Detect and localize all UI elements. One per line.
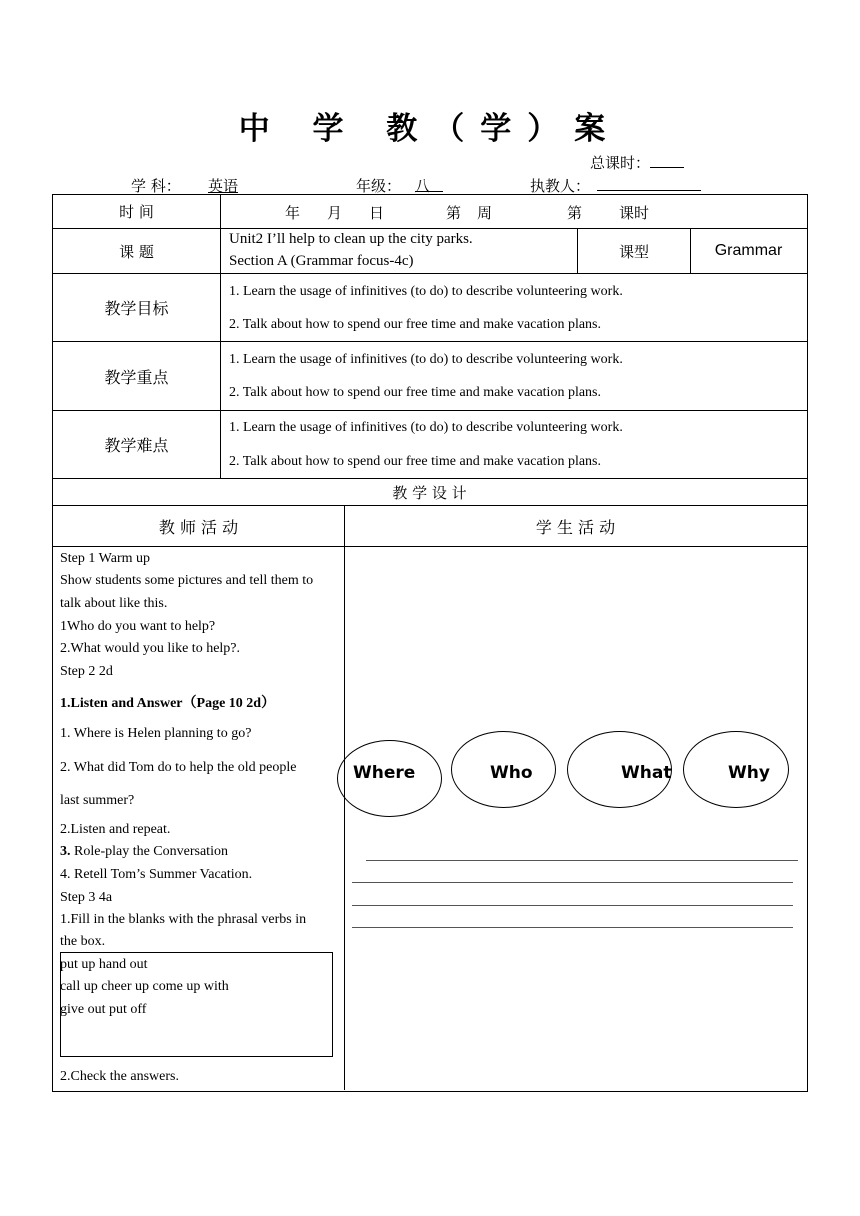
step-3-heading: Step 3 4a xyxy=(60,890,113,905)
oval-label-who: Who xyxy=(490,763,533,783)
time-period-prefix: 第 xyxy=(567,204,583,222)
key-points-label: 教学重点 xyxy=(104,367,169,387)
listen-question-2: 2. What did Tom do to help the old people xyxy=(60,760,297,775)
student-activity-header: 学 生 活 动 xyxy=(535,517,616,537)
listen-answer-heading: 1.Listen and Answer（Page 10 2d） xyxy=(60,696,276,711)
total-hours-label: 总课时： xyxy=(590,154,651,172)
subject-value: 英语 xyxy=(208,177,239,195)
oval-label-why: Why xyxy=(728,763,770,783)
step-1-heading: Step 1 Warm up xyxy=(60,551,150,566)
time-label: 时 间 xyxy=(119,203,154,221)
fill-blanks-instruction: 1.Fill in the blanks with the phrasal verbs in xyxy=(60,912,307,927)
warmup-question-1: 1Who do you want to help? xyxy=(60,619,216,634)
time-month: 月 xyxy=(327,204,343,222)
time-week-prefix: 第 xyxy=(446,204,462,222)
difficulties-item-2: 2. Talk about how to spend our free time and make vacation plans. xyxy=(229,454,601,469)
teacher-activity-header: 教 师 活 动 xyxy=(158,517,239,537)
design-header: 教 学 设 计 xyxy=(392,483,467,502)
role-play-number: 3. xyxy=(60,844,71,859)
time-period-suffix: 课时 xyxy=(619,204,650,222)
fill-blanks-instruction-cont: the box. xyxy=(60,934,106,949)
oval-label-what: What xyxy=(621,763,672,783)
teacher-blank xyxy=(597,190,701,191)
total-hours xyxy=(590,152,684,173)
grade-field xyxy=(415,175,443,195)
retell: 4. Retell Tom’s Summer Vacation. xyxy=(60,867,253,882)
warmup-question-2: 2.What would you like to help?. xyxy=(60,641,241,656)
topic-line-1: Unit2 I’ll help to clean up the city parks. xyxy=(229,231,473,247)
goals-label: 教学目标 xyxy=(104,299,169,318)
grade-label: 年级： xyxy=(356,177,402,195)
time-day: 日 xyxy=(369,204,385,222)
row-divider xyxy=(52,546,807,547)
page-title: 中 学 教（学）案 xyxy=(238,111,622,147)
check-answers: 2.Check the answers. xyxy=(60,1069,179,1084)
writing-line xyxy=(352,905,793,906)
lesson-type-label: 课型 xyxy=(618,242,649,261)
phrasal-verbs-line-2: call up cheer up come up with xyxy=(60,979,229,994)
time-year: 年 xyxy=(285,204,301,222)
teacher-label: 执教人： xyxy=(530,177,591,195)
phrasal-verbs-line-3: give out put off xyxy=(60,1002,147,1017)
step-2-heading: Step 2 2d xyxy=(60,664,113,679)
column-divider xyxy=(220,194,221,478)
phrasal-verbs-line-1: put up hand out xyxy=(60,957,148,972)
teacher-text: talk about like this. xyxy=(60,596,168,611)
role-play xyxy=(60,844,228,860)
difficulties-label: 教学难点 xyxy=(104,436,169,455)
listen-question-2-cont: last summer? xyxy=(60,793,135,808)
grade-value: 八 xyxy=(415,177,431,195)
listen-repeat: 2.Listen and repeat. xyxy=(60,822,171,837)
topic-line-2: Section A (Grammar focus-4c) xyxy=(229,253,414,269)
difficulties-item-1: 1. Learn the usage of infinitives (to do) to describe volunteering work. xyxy=(229,420,623,435)
writing-line xyxy=(366,860,798,861)
goals-item-2: 2. Talk about how to spend our free time and make vacation plans. xyxy=(229,317,601,332)
teacher-text: Show students some pictures and tell them to xyxy=(60,573,314,588)
lesson-type-value: Grammar xyxy=(714,242,783,259)
listen-question-1: 1. Where is Helen planning to go? xyxy=(60,726,252,741)
oval-label-where: Where xyxy=(353,763,416,783)
key-points-item-2: 2. Talk about how to spend our free time and make vacation plans. xyxy=(229,385,601,400)
subject-label: 学 科： xyxy=(131,177,181,195)
goals-item-1: 1. Learn the usage of infinitives (to do) to describe volunteering work. xyxy=(229,284,623,299)
writing-line xyxy=(352,927,793,928)
time-week-suffix: 周 xyxy=(477,204,493,222)
role-play-text: Role-play the Conversation xyxy=(70,844,228,859)
total-hours-blank xyxy=(650,153,684,168)
writing-line xyxy=(352,882,793,883)
key-points-item-1: 1. Learn the usage of infinitives (to do) to describe volunteering work. xyxy=(229,352,623,367)
topic-label: 课 题 xyxy=(119,242,154,261)
